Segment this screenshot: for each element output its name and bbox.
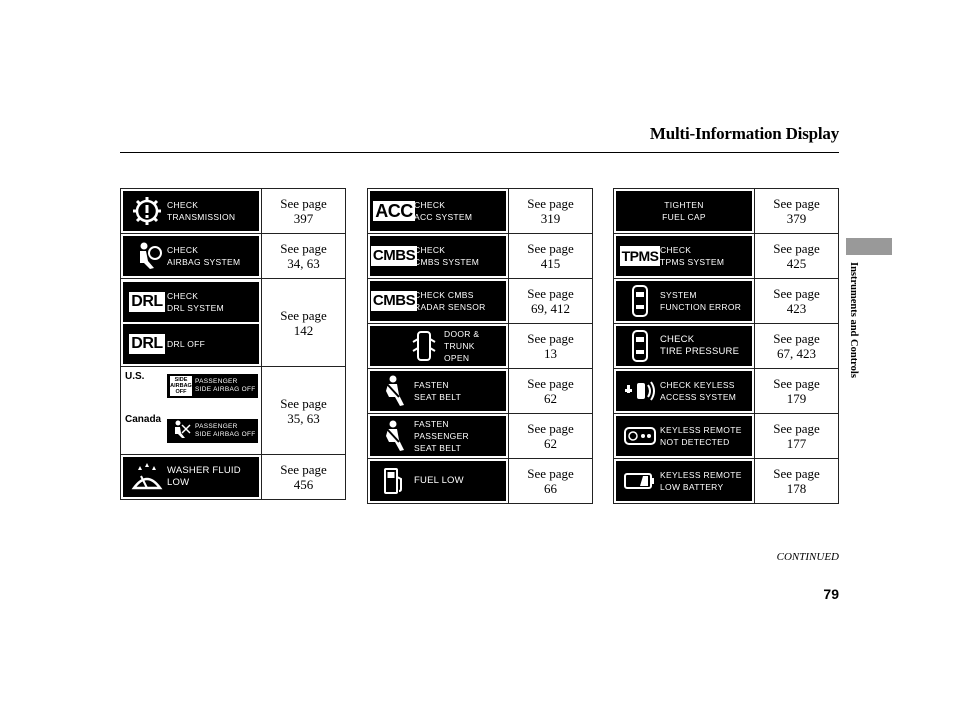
airbag-off-icon: [170, 419, 192, 444]
fuel-pump-icon: [374, 467, 414, 495]
message-label: CHECK CMBS SYSTEM: [414, 245, 480, 267]
seatbelt-icon: [374, 420, 414, 452]
message-label: DRL OFF: [167, 338, 206, 349]
message-label: CHECK TIRE PRESSURE: [660, 334, 740, 357]
keyless-access-icon: [620, 379, 660, 403]
message-display: [123, 191, 259, 231]
car-top-icon: [620, 329, 660, 363]
see-page: See page 397: [262, 189, 346, 234]
message-label: PASSENGER SIDE AIRBAG OFF: [195, 423, 256, 438]
message-table-3: TIGHTEN FUEL CAP See page 379 TPMS CHECK TPMS SYSTEM See page 425 SYSTEM FUNCTION ERROR See page 423 CHECK TIRE PRESSURE See page 67, 423 CHECK KEYLESS ACCESS SYSTEM See page 179 KEYLESS REMOTE NOT DETECTED See page 177 KEYLESS REMOTE LOW BATTERY See page 178: [613, 188, 839, 504]
washer-fluid-icon: [127, 462, 167, 492]
battery-low-icon: [620, 472, 660, 490]
message-table-2: ACC CHECK ACC SYSTEM See page 319 CMBS CHECK CMBS SYSTEM See page 415 CMBS CHECK CMBS RADAR SENSOR See page 69, 412 DOOR & TRUNK OPEN See page 13 FASTEN SEAT BELT See page 62 FASTEN PASSENGER SEAT BELT See page 62 FUEL LOW See page 66: [367, 188, 593, 504]
message-label: CHECK CMBS RADAR SENSOR: [414, 290, 486, 312]
message-label: CHECK DRL SYSTEM: [167, 290, 225, 313]
message-cell: [121, 189, 262, 234]
message-label: KEYLESS REMOTE NOT DETECTED: [660, 425, 742, 447]
remote-key-icon: [620, 425, 660, 447]
message-label: PASSENGER SIDE AIRBAG OFF: [195, 378, 256, 393]
region-us: U.S.: [125, 371, 145, 382]
page-number: 79: [823, 586, 839, 602]
message-label: CHECK AIRBAG SYSTEM: [167, 245, 241, 267]
tpms-symbol: TPMS: [621, 248, 659, 264]
page-title: Multi-Information Display: [649, 124, 839, 143]
seatbelt-icon: [374, 375, 414, 407]
drl-symbol: DRL: [131, 292, 163, 310]
message-label: CHECK ACC SYSTEM: [414, 200, 473, 222]
side-airbag-off-symbol: SIDE AIRBAG OFF: [170, 377, 192, 395]
message-label: TIGHTEN FUEL CAP: [662, 200, 706, 222]
region-canada: Canada: [125, 414, 162, 425]
cmbs-symbol: CMBS: [372, 292, 416, 309]
message-label: SYSTEM FUNCTION ERROR: [660, 290, 742, 312]
message-label: CHECK TPMS SYSTEM: [660, 245, 725, 267]
message-label: FASTEN SEAT BELT: [414, 380, 462, 402]
cmbs-symbol: CMBS: [372, 247, 416, 264]
message-label: WASHER FLUID LOW: [167, 465, 241, 488]
message-table-1: CHECK TRANSMISSION See page 397 CHECK AIRBAG SYSTEM See page 34, 63 DRL CHECK DRL SYSTEM DRL DRL OFF See page 142 U.S. SIDE AIRBAG OFF PASSENGER SIDE AIRBAG OFF Canada PASSENGER SIDE AIRBAG OFF See page 35, 63 WASHER FLUID LOW See page 456: [120, 188, 346, 500]
section-tab: [846, 238, 892, 255]
car-doors-open-icon: [404, 329, 444, 363]
continued-note: CONTINUED: [776, 551, 839, 563]
message-label: FUEL LOW: [414, 475, 464, 486]
drl-symbol: DRL: [131, 334, 163, 352]
airbag-person-icon: [127, 241, 167, 271]
message-label: CHECK TRANSMISSION: [167, 200, 236, 222]
acc-symbol: ACC: [375, 201, 413, 221]
title-rule: [120, 152, 839, 153]
message-label: KEYLESS REMOTE LOW BATTERY: [660, 470, 742, 492]
message-label: DOOR & TRUNK OPEN: [444, 329, 480, 363]
message-label: FASTEN PASSENGER SEAT BELT: [414, 419, 469, 453]
transmission-gear-icon: [127, 196, 167, 226]
car-top-icon: [620, 284, 660, 318]
message-label: CHECK KEYLESS ACCESS SYSTEM: [660, 380, 737, 402]
section-side-label: Instruments and Controls: [848, 262, 859, 378]
